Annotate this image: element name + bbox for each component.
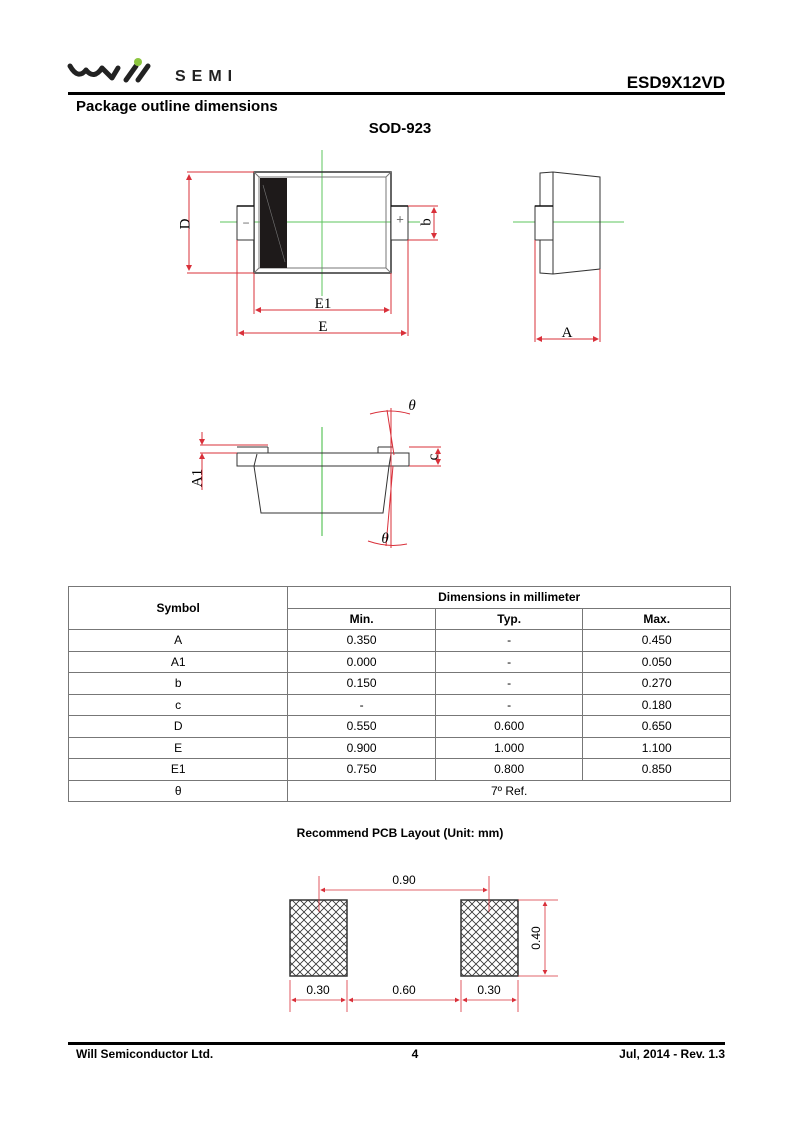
cell-min: 0.900 bbox=[288, 737, 436, 759]
dim-label-A1: A1 bbox=[189, 468, 206, 488]
cell-theta-value: 7º Ref. bbox=[288, 780, 731, 802]
cell-min: 0.000 bbox=[288, 651, 436, 673]
logo-dot bbox=[134, 58, 142, 66]
company-logo bbox=[70, 58, 148, 80]
cell-symbol: E1 bbox=[69, 759, 288, 781]
pcb-layout-title: Recommend PCB Layout (Unit: mm) bbox=[296, 826, 504, 840]
typ-header: Typ. bbox=[435, 608, 583, 630]
cell-min: - bbox=[288, 694, 436, 716]
header-divider bbox=[68, 92, 725, 95]
table-row bbox=[69, 737, 731, 759]
cell-max: 0.180 bbox=[583, 694, 731, 716]
side-view-drawing bbox=[513, 172, 624, 342]
cell-typ: 0.800 bbox=[435, 759, 583, 781]
pcb-pad-left bbox=[290, 900, 347, 976]
cell-max: 0.450 bbox=[583, 630, 731, 652]
group-header: Dimensions in millimeter bbox=[288, 587, 731, 609]
cathode-minus-mark: − bbox=[242, 216, 250, 231]
pcb-pad-width-left-label: 0.30 bbox=[306, 983, 330, 997]
footer-revision: Jul, 2014 - Rev. 1.3 bbox=[619, 1047, 725, 1061]
cell-symbol: A1 bbox=[69, 651, 288, 673]
min-header: Min. bbox=[288, 608, 436, 630]
cell-min: 0.750 bbox=[288, 759, 436, 781]
cell-typ: - bbox=[435, 630, 583, 652]
anode-plus-mark: + bbox=[396, 211, 404, 227]
max-header: Max. bbox=[583, 608, 731, 630]
cell-max: 0.650 bbox=[583, 716, 731, 738]
table-row bbox=[69, 673, 731, 695]
pcb-pitch-label: 0.90 bbox=[392, 873, 416, 887]
package-title: SOD-923 bbox=[368, 120, 432, 137]
footer-company: Will Semiconductor Ltd. bbox=[76, 1047, 214, 1061]
cell-max: 0.050 bbox=[583, 651, 731, 673]
cell-typ: 0.600 bbox=[435, 716, 583, 738]
symbol-header: Symbol bbox=[69, 587, 288, 630]
dim-label-theta-top: θ bbox=[408, 398, 416, 414]
section-title: Package outline dimensions bbox=[76, 98, 278, 115]
table-row bbox=[69, 759, 731, 781]
cell-symbol: D bbox=[69, 716, 288, 738]
document-id: ESD9X12VD bbox=[626, 73, 725, 92]
cell-min: 0.350 bbox=[288, 630, 436, 652]
dim-label-A: A bbox=[561, 325, 573, 341]
footer-page-number: 4 bbox=[411, 1047, 419, 1061]
table-row-theta bbox=[69, 780, 731, 802]
cell-max: 0.850 bbox=[583, 759, 731, 781]
dim-label-E1: E1 bbox=[314, 296, 332, 312]
cell-min: 0.150 bbox=[288, 673, 436, 695]
cell-symbol: b bbox=[69, 673, 288, 695]
cell-symbol: A bbox=[69, 630, 288, 652]
top-view-drawing bbox=[187, 150, 438, 336]
cell-typ: - bbox=[435, 651, 583, 673]
table-row bbox=[69, 716, 731, 738]
cell-max: 1.100 bbox=[583, 737, 731, 759]
dim-label-E: E bbox=[318, 319, 328, 335]
front-view-drawing bbox=[200, 408, 441, 548]
cell-symbol: E bbox=[69, 737, 288, 759]
cell-symbol: c bbox=[69, 694, 288, 716]
cell-symbol: θ bbox=[69, 780, 288, 802]
pcb-layout-drawing bbox=[290, 876, 558, 1012]
logo-text: SEMI bbox=[175, 68, 239, 85]
table-row bbox=[69, 694, 731, 716]
dim-label-theta-bottom: θ bbox=[381, 531, 389, 547]
dim-label-c: c bbox=[425, 453, 442, 461]
cell-min: 0.550 bbox=[288, 716, 436, 738]
cell-max: 0.270 bbox=[583, 673, 731, 695]
table-header-row bbox=[69, 587, 731, 609]
cell-typ: - bbox=[435, 694, 583, 716]
table-row bbox=[69, 630, 731, 652]
cell-typ: - bbox=[435, 673, 583, 695]
pcb-pad-right bbox=[461, 900, 518, 976]
dim-label-D: D bbox=[177, 218, 194, 230]
table-row bbox=[69, 651, 731, 673]
cell-typ: 1.000 bbox=[435, 737, 583, 759]
pcb-height-label: 0.40 bbox=[529, 926, 544, 950]
pcb-pad-width-right-label: 0.30 bbox=[477, 983, 501, 997]
footer-divider bbox=[68, 1042, 725, 1045]
pcb-gap-label: 0.60 bbox=[392, 983, 416, 997]
dimensions-table bbox=[68, 586, 731, 802]
dim-label-b: b bbox=[418, 218, 435, 226]
